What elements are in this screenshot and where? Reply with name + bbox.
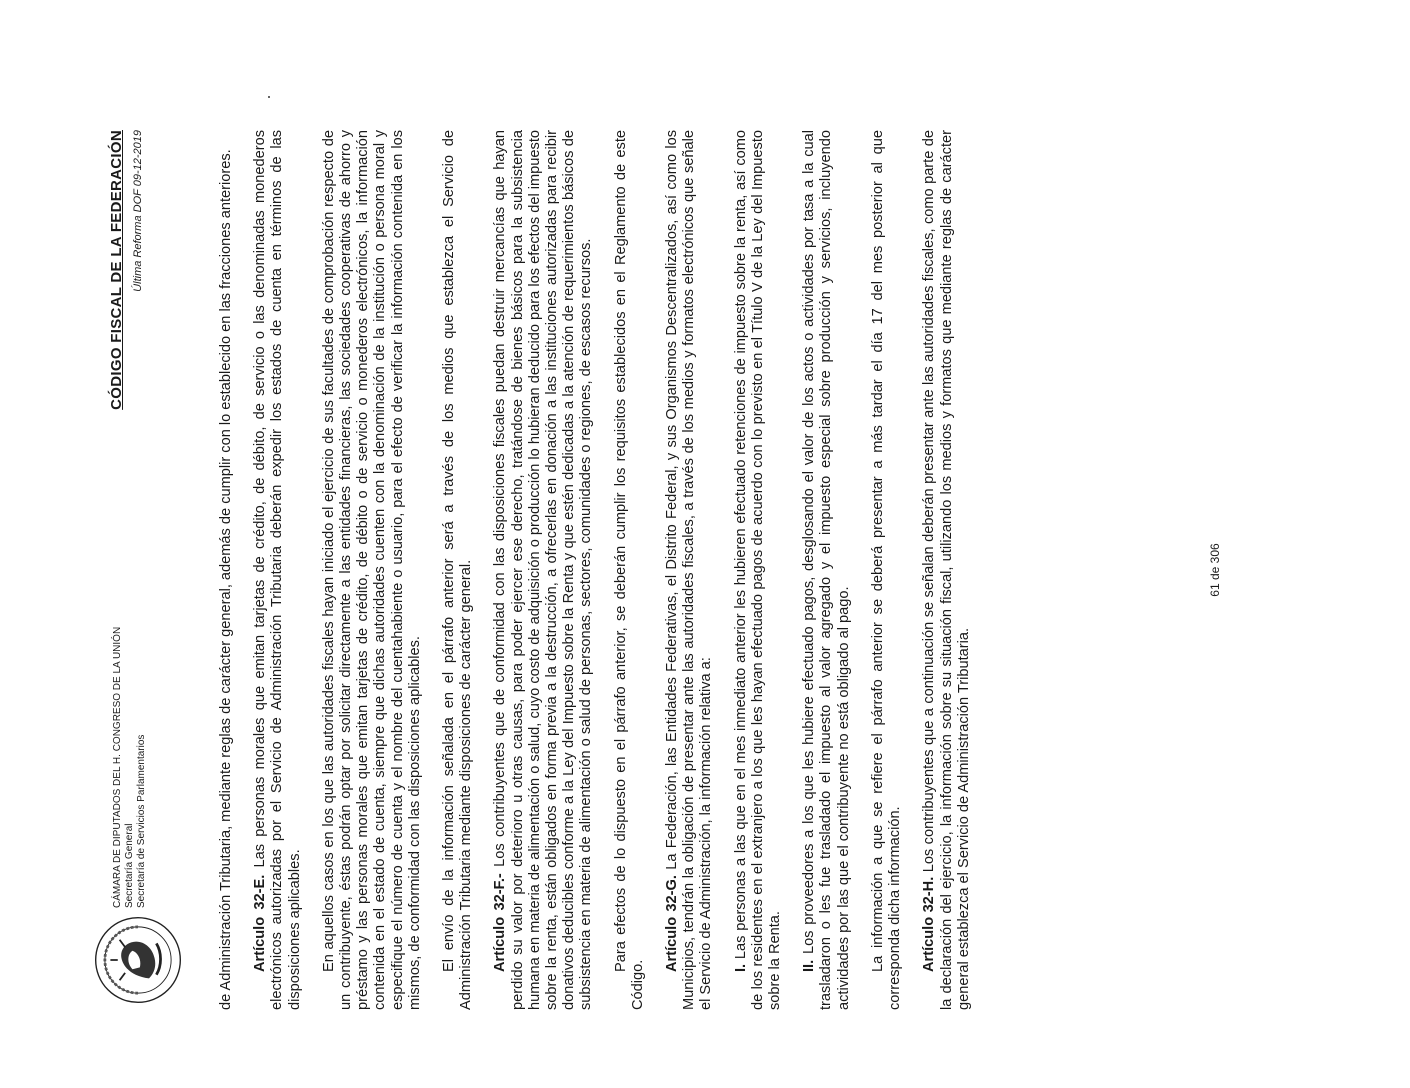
chamber-header (112, 627, 148, 908)
article-paragraph (252, 130, 304, 1010)
page-number: 61 de 306 (1208, 543, 1222, 597)
article-paragraph (664, 130, 716, 1010)
fraction-paragraph (801, 130, 853, 1010)
article-text: Las personas morales que emitan tarjetas de crédito, de débito, de servicio o las denominadas monederos electrónicos autorizadas por el Servicio de Administración Tributaria deberán expedir los estados de cuenta en términos de las disposiciones aplicables. (252, 130, 303, 1010)
rotated-page-content (92, 130, 1242, 1010)
article-text: La Federación, las Entidades Federativas, el Distrito Federal, y sus Organismos Descentralizados, así como los Municipios, tendrán la obligación de presentar ante las autoridades fiscales, a través de los medios y formatos electrónicos que señale el Servicio de Administración, la información relativa a: (664, 130, 715, 1010)
article-heading: Artículo 32-G. (664, 875, 681, 972)
article-paragraph (921, 130, 973, 1010)
paragraph: Para efectos de lo dispuesto en el párrafo anterior, se deberán cumplir los requisitos establecidos en el Reglamento de este Código. (612, 130, 646, 1010)
article-paragraph (492, 130, 595, 1010)
chamber-name: CÁMARA DE DIPUTADOS DEL H. CONGRESO DE LA UNIÓN (112, 626, 123, 908)
fraction-number: I. (732, 963, 749, 972)
last-reform-date: Última Reforma DOF 09-12-2019 (132, 130, 144, 292)
article-heading: Artículo 32-E. (252, 874, 269, 972)
document-body (218, 130, 990, 1010)
article-text: Los contribuyentes que de conformidad con las disposiciones fiscales puedan destruir mercancías que hayan perdido su valor por deterioro u otras causas, para poder ejercer ese derecho, tratándose de bienes básicos para la subsistencia humana en materia de alimentación o salud, cuyo costo de adquisición o producción lo hubieran deducido para los efectos del impuesto sobre la renta, están obligados en forma previa a la destrucción, a ofrecerlas en donación a las instituciones autorizadas para recibir donativos deducibles conforme a la Ley del Impuesto sobre la Renta y que estén dedicadas a la atención de requerimientos básicos de subsistencia en materia de alimentación o salud de personas, sectores, comunidades o regiones, de escasos recursos. (492, 130, 595, 1010)
code-title: CÓDIGO FISCAL DE LA FEDERACIÓN (108, 130, 125, 410)
fraction-paragraph (733, 130, 785, 1010)
fraction-number: II. (801, 959, 818, 972)
parliamentary-services: Secretaría de Servicios Parlamentarios (136, 734, 147, 908)
scan-speck (268, 96, 270, 98)
paragraph: El envío de la información señalada en el párrafo anterior será a través de los medios que establezca el Servicio de Administración Tributaria mediante disposiciones de carácter general. (441, 130, 475, 1010)
paragraph: En aquellos casos en los que las autoridades fiscales hayan iniciado el ejercicio de sus facultades de comprobación respecto de un contribuyente, éstas podrán optar por solicitar directamente a las entidades financieras, las sociedades cooperativas de ahorro y préstamo y las personas morales que emitan tarjetas de crédito, de débito o de servicio o monederos electrónicos, la información contenida en el estado de cuenta, siempre que dichas autoridades cuenten con la denominación de la institución o persona moral y especifique el número de cuenta y el nombre del cuentahabiente o usuario, para el efecto de verificar la información contenida en los mismos, de conformidad con las disposiciones aplicables. (320, 130, 423, 1010)
paragraph: de Administración Tributaria, mediante reglas de carácter general, además de cumplir con lo establecido en las fracciones anteriores. (218, 149, 234, 1010)
secretariat-general: Secretaría General (124, 823, 135, 908)
article-heading: Artículo 32-F.- (492, 873, 509, 972)
paragraph: La información a que se refiere el párrafo anterior se deberá presentar a más tardar el día 17 del mes posterior al que corresponda dicha información. (869, 130, 904, 1010)
coat-of-arms-seal-icon (92, 914, 184, 1006)
article-text: Los contribuyentes que a continuación se señalan deberán presentar ante las autoridades fiscales, como parte de la declaración del ejercicio, la información sobre su situación fiscal, utilizando los medios y formatos que mediante reglas de carácter general establezca el Servicio de Administración Tributaria. (921, 130, 972, 1010)
article-heading: Artículo 32-H. (921, 876, 938, 972)
fraction-text: Los proveedores a los que les hubiere efectuado pagos, desglosando el valor de los actos o actividades por tasa a la cual trasladaron o les fue trasladado el impuesto al valor agregado y el impuesto especial sobre producción y servicios, incluyendo actividades por las que el contribuyente no está obligado al pago. (801, 130, 852, 1010)
fraction-text: Las personas a las que en el mes inmediato anterior les hubieren efectuado retenciones de impuesto sobre la renta, así como de los residentes en el extranjero a los que les hayan efectuado pagos de acuerdo con lo previsto en el Título V de la Ley del Impuesto sobre la Renta. (732, 130, 784, 1010)
